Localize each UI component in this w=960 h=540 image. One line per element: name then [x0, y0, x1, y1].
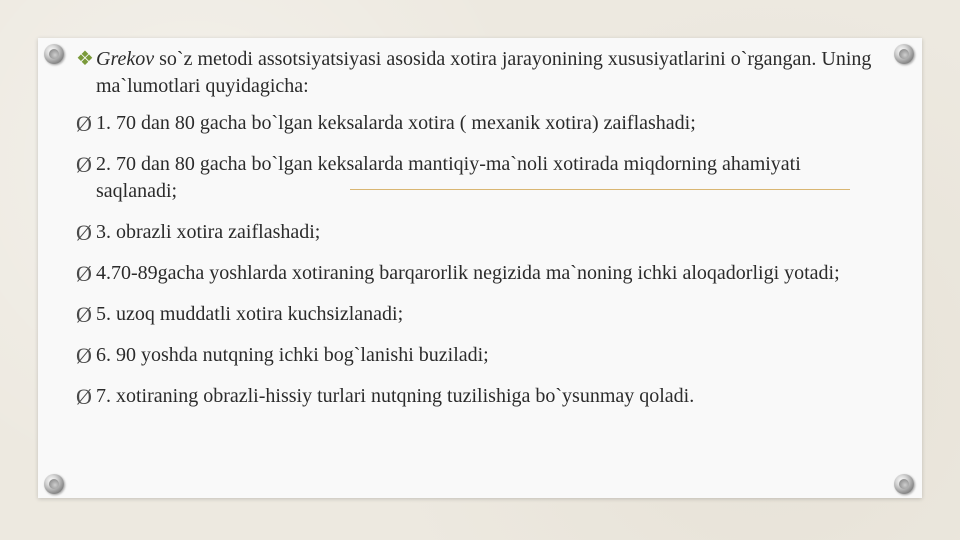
list-item-text: 2. 70 dan 80 gacha bo`lgan keksalarda mantiqiy-ma`noli xotirada miqdorning ahamiyati saqlanadi;	[96, 153, 801, 202]
list-item-text: 4.70-89gacha yoshlarda xotiraning barqarorlik negizida ma`noning ichki aloqadorligi yotadi;	[96, 262, 840, 284]
list-item	[76, 342, 876, 369]
pushpin-icon-top-left	[44, 44, 64, 64]
list-item-text: 7. xotiraning obrazli-hissiy turlari nutqning tuzilishiga bo`ysunmay qoladi.	[96, 385, 695, 407]
list-item	[76, 383, 876, 410]
diamond-bullet-icon: ❖	[76, 48, 94, 70]
list-item	[76, 219, 876, 246]
list-item	[76, 151, 876, 205]
arrow-bullet-icon: Ø	[76, 343, 92, 368]
arrow-bullet-icon: Ø	[76, 302, 92, 327]
arrow-bullet-icon: Ø	[76, 111, 92, 136]
pushpin-icon-top-right	[894, 44, 914, 64]
list-item-text: 6. 90 yoshda nutqning ichki bog`lanishi buziladi;	[96, 344, 489, 366]
pushpin-icon-bottom-left	[44, 474, 64, 494]
list-item-text: 1. 70 dan 80 gacha bo`lgan keksalarda xotira ( mexanik xotira) zaiflashadi;	[96, 112, 696, 134]
arrow-bullet-icon: Ø	[76, 384, 92, 409]
intro-paragraph	[76, 46, 876, 100]
list-item	[76, 110, 876, 137]
arrow-bullet-icon: Ø	[76, 261, 92, 286]
author-name: Grekov	[96, 48, 155, 70]
list-item	[76, 301, 876, 328]
list-item-text: 3. obrazli xotira zaiflashadi;	[96, 221, 321, 243]
pushpin-icon-bottom-right	[894, 474, 914, 494]
intro-text: so`z metodi assotsiyatsiyasi asosida xotira jarayonining xususiyatlarini o`rgangan. Uning ma`lumotlari quyidagicha:	[96, 48, 872, 97]
list-item-text: 5. uzoq muddatli xotira kuchsizlanadi;	[96, 303, 404, 325]
arrow-bullet-icon: Ø	[76, 220, 92, 245]
slide-content	[76, 46, 876, 424]
arrow-bullet-icon: Ø	[76, 152, 92, 177]
list-item	[76, 260, 876, 287]
